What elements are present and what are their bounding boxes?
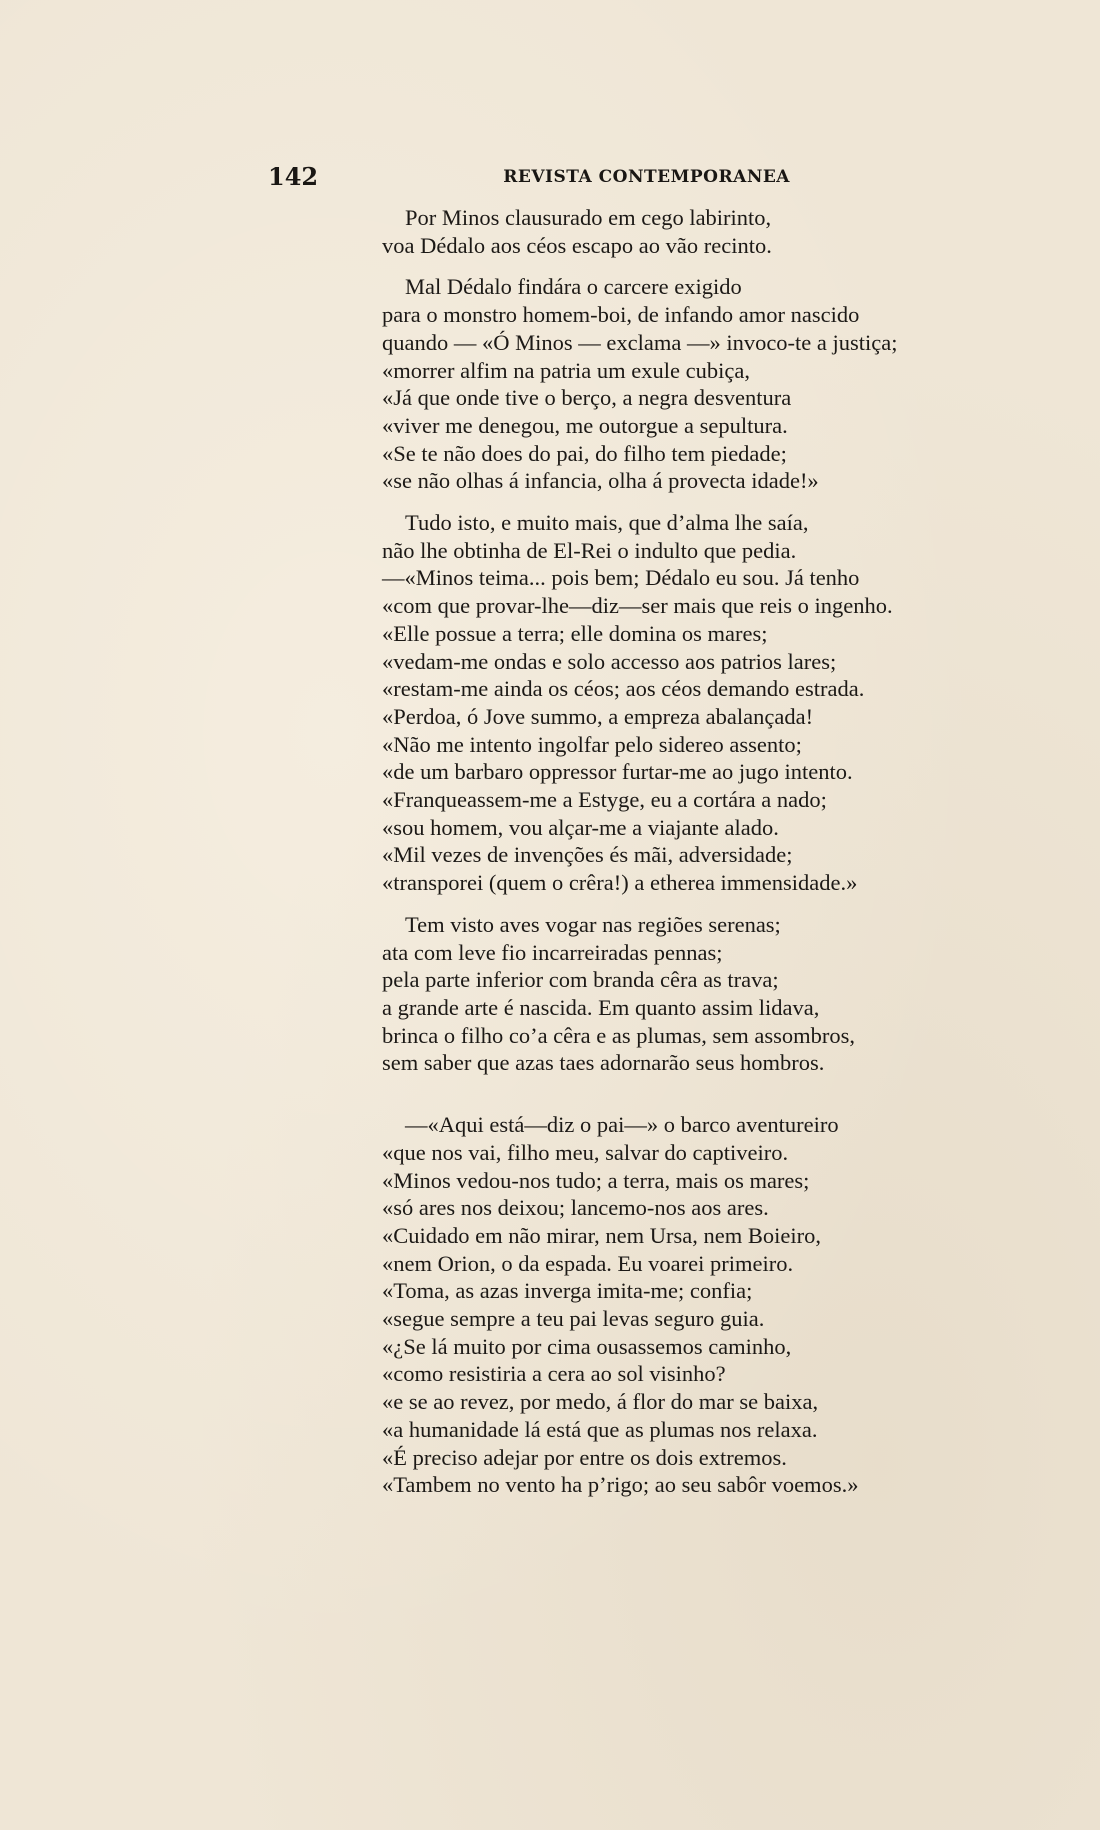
verse-line: «Toma, as azas inverga imita-me; confia; [382, 1278, 753, 1304]
verse-line: ata com leve fio incarreiradas pennas; [382, 939, 723, 965]
verse-line: «e se ao revez, por medo, á flor do mar se baixa, [382, 1389, 819, 1415]
verse-line: «sou homem, vou alçar-me a viajante alado. [382, 814, 779, 840]
poem-body [382, 204, 982, 1499]
verse-line: a grande arte é nascida. Em quanto assim lidava, [382, 994, 820, 1020]
verse-line: —«Minos teima... pois bem; Dédalo eu sou. Já tenho [382, 565, 860, 591]
verse-line: Por Minos clausurado em cego labirinto, [405, 205, 772, 230]
verse-line: «com que provar-lhe—diz—ser mais que reis o ingenho. [382, 593, 893, 619]
verse-line: «¿Se lá muito por cima ousassemos caminho, [382, 1333, 792, 1359]
verse-line: «Perdoa, ó Jove summo, a empreza abalançada! [382, 703, 814, 729]
verse-line: «de um barbaro oppressor furtar-me ao jugo intento. [382, 759, 853, 785]
verse-line: «se não olhas á infancia, olha á provecta idade!» [382, 468, 819, 494]
verse-line: «nem Orion, o da espada. Eu voarei primeiro. [382, 1250, 794, 1276]
verse-line: «transporei (quem o crêra!) a etherea immensidade.» [382, 870, 858, 896]
verse-line: Tem visto aves vogar nas regiões serenas; [405, 911, 781, 937]
verse-line: pela parte inferior com branda cêra as trava; [382, 967, 779, 993]
verse-line: brinca o filho co’a cêra e as plumas, sem assombros, [382, 1022, 855, 1048]
verse-line: «É preciso adejar por entre os dois extremos. [382, 1444, 787, 1470]
verse-line: «Já que onde tive o berço, a negra desventura [382, 385, 792, 411]
stanza-5 [382, 1111, 982, 1499]
verse-line: «a humanidade lá está que as plumas nos relaxa. [382, 1416, 818, 1442]
verse-line: «que nos vai, filho meu, salvar do captiveiro. [382, 1139, 789, 1165]
verse-line: «Elle possue a terra; elle domina os mares; [382, 620, 768, 646]
stanza-3 [382, 509, 982, 897]
journal-title: REVISTA CONTEMPORANEA [503, 167, 790, 187]
verse-line: para o monstro homem-boi, de infando amor nascido [382, 302, 860, 328]
verse-line: «Cuidado em não mirar, nem Ursa, nem Boieiro, [382, 1222, 821, 1248]
stanza-4 [382, 911, 982, 1077]
verse-line: não lhe obtinha de El-Rei o indulto que pedia. [382, 537, 797, 563]
verse-line: «vedam-me ondas e solo accesso aos patrios lares; [382, 648, 837, 674]
verse-line: «Minos vedou-nos tudo; a terra, mais os mares; [382, 1167, 810, 1193]
verse-line: «como resistiria a cera ao sol visinho? [382, 1361, 726, 1387]
verse-line: «Tambem no vento ha p’rigo; ao seu sabôr voemos.» [382, 1472, 859, 1498]
verse-line: «restam-me ainda os céos; aos céos demando estrada. [382, 676, 865, 702]
verse-line: sem saber que azas taes adornarão seus hombros. [382, 1050, 825, 1076]
verse-line: «Não me intento ingolfar pelo sidereo assento; [382, 731, 802, 757]
verse-line: «Se te não does do pai, do filho tem piedade; [382, 440, 787, 466]
stanza-2 [382, 273, 982, 495]
verse-line: «segue sempre a teu pai levas seguro guia. [382, 1306, 765, 1332]
verse-line: «viver me denegou, me outorgue a sepultura. [382, 412, 788, 438]
verse-line: voa Dédalo aos céos escapo ao vão recinto. [382, 232, 772, 258]
verse-line: «morrer alfim na patria um exule cubiça, [382, 357, 750, 383]
verse-line: Tudo isto, e muito mais, que d’alma lhe saía, [405, 510, 809, 536]
page-number: 142 [268, 162, 319, 191]
verse-line: Mal Dédalo findára o carcere exigido [405, 274, 742, 300]
verse-line: —«Aqui está—diz o pai—» o barco aventureiro [405, 1112, 839, 1138]
verse-line: «só ares nos deixou; lancemo-nos aos ares. [382, 1195, 769, 1221]
running-head [268, 162, 790, 192]
stanza-1 [382, 204, 982, 259]
verse-line: quando — «Ó Minos — exclama —» invoco-te a justiça; [382, 329, 898, 355]
verse-line: «Mil vezes de invenções és mãi, adversidade; [382, 842, 793, 868]
verse-line: «Franqueassem-me a Estyge, eu a cortára a nado; [382, 787, 827, 813]
